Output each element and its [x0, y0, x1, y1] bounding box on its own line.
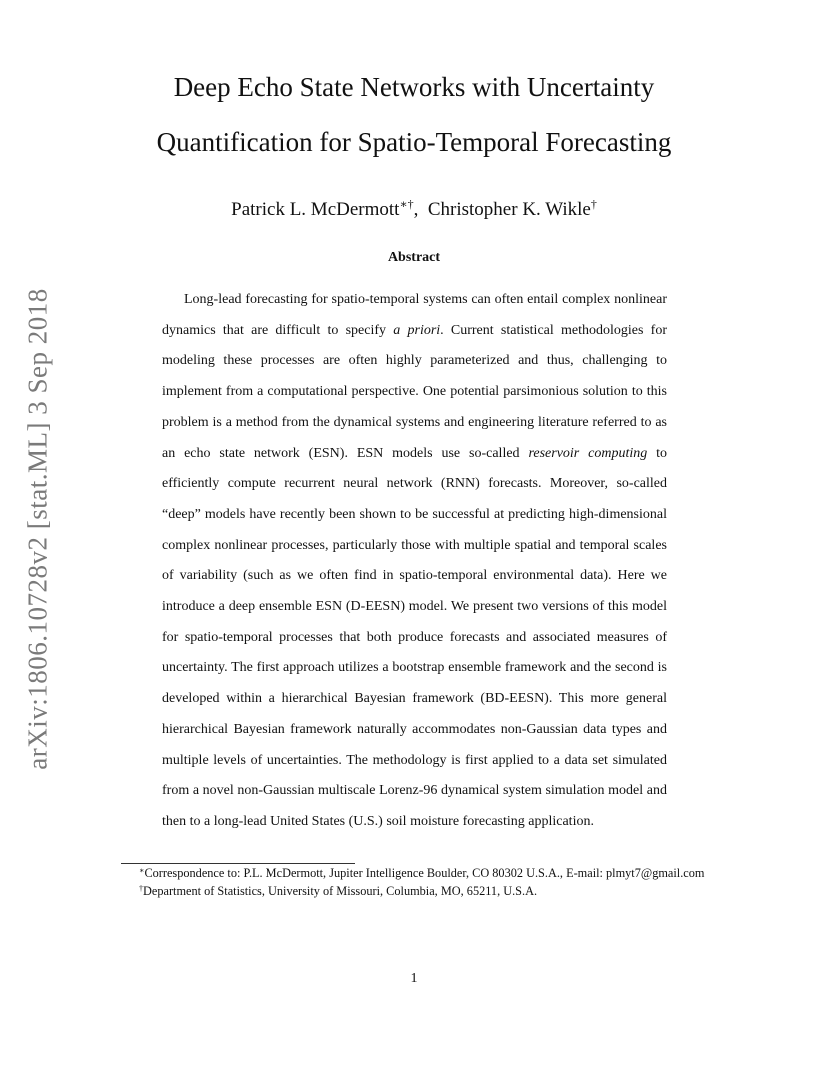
abstract-text: Long-lead forecasting for spatio-temporal systems can often entail complex nonlinear dynamics that are difficult to specify [162, 292, 667, 338]
footnotes [121, 865, 707, 899]
author-separator: , [413, 199, 428, 220]
footnote-correspondence [121, 865, 707, 881]
abstract-text: . Current statistical methodologies for modeling these processes are often highly parameterized and thus, challenging to implement from a computational perspective. One potential parsimonious solution to this problem is a method from the dynamical systems and engineering literature referred to as an echo state network (ESN). ESN models use so-called [162, 322, 667, 461]
footnote-affiliation [121, 883, 707, 899]
footnote-divider [121, 863, 355, 864]
abstract-emphasis: a priori [393, 322, 441, 338]
abstract-heading: Abstract [387, 250, 441, 265]
author-list [0, 199, 828, 221]
footnote-mark: † [139, 884, 143, 893]
footnote-mark: ∗ [139, 866, 145, 875]
abstract-text: to efficiently compute recurrent neural network (RNN) forecasts. Moreover, so-called “deep” models have recently been shown to be successful at predicting high-dimensional complex nonlinear processes, particularly those with multiple spatial and temporal scales of variability (such as we often find in spatio-temporal environmental data). Here we introduce a deep ensemble ESN (D-EESN) model. We present two versions of this model for spatio-temporal processes that both produce forecasts and associated measures of uncertainty. The first approach utilizes a bootstrap ensemble framework and the second is developed within a hierarchical Bayesian framework (BD-EESN). This more general hierarchical Bayesian framework naturally accommodates non-Gaussian data types and multiple levels of uncertainties. The methodology is first applied to a data set simulated from a novel non-Gaussian multiscale Lorenz-96 dynamical system simulation model and then to a long-lead United States (U.S.) soil moisture forecasting application. [162, 445, 668, 829]
author-footnote-mark: ∗† [399, 197, 414, 211]
author-footnote-mark: † [590, 197, 597, 211]
paper-title-line-2: Quantification for Spatio-Temporal Forecasting [156, 127, 672, 157]
arxiv-identifier-stamp: arXiv:1806.10728v2 [stat.ML] 3 Sep 2018 [22, 288, 53, 770]
footnote-text: Correspondence to: P.L. McDermott, Jupiter Intelligence Boulder, CO 80302 U.S.A., E-mail: plmyt7@gmail.com [144, 866, 705, 880]
abstract-emphasis: reservoir computing [528, 445, 648, 461]
paper-title-line-1: Deep Echo State Networks with Uncertainty [173, 72, 655, 102]
page-number: 1 [410, 971, 418, 986]
abstract-body [162, 285, 667, 838]
author-name: Christopher K. Wikle [427, 199, 591, 220]
author-name: Patrick L. McDermott [231, 199, 400, 220]
footnote-text: Department of Statistics, University of Missouri, Columbia, MO, 65211, U.S.A. [143, 884, 538, 898]
